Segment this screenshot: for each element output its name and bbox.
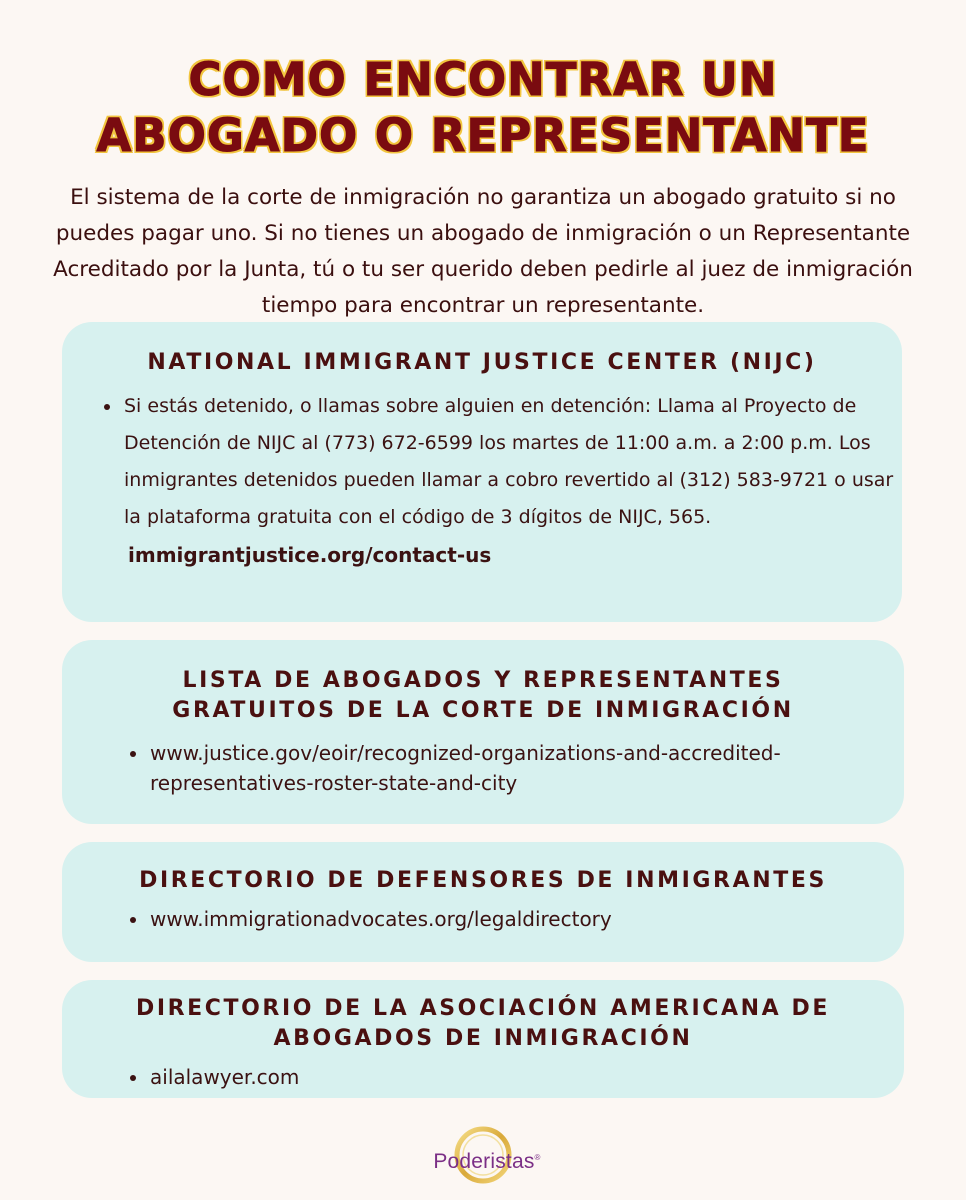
bullet-list (150, 738, 870, 798)
card-heading-line: DIRECTORIO DE LA ASOCIACIÓN AMERICANA DE (135, 996, 831, 1021)
intro-paragraph: El sistema de la corte de inmigración no garantiza un abogado gratuito si no puedes pagar uno. Si no tienes un abogado de inmigración o un Representante Acreditado por la Junta, tú o tu ser querido deben pedirle al juez de inmigración tiempo para encontrar un representante. (53, 185, 913, 318)
card-heading-line: DIRECTORIO DE DEFENSORES DE INMIGRANTES (139, 868, 827, 893)
card-heading-line: LISTA DE ABOGADOS Y REPRESENTANTES (182, 668, 784, 693)
card-heading (62, 348, 902, 378)
list-item: Si estás detenido, o llamas sobre alguien en detención: Llama al Proyecto de Detención de NIJC al (773) 672-6599 los martes de 11:00 a.m. a 2:00 p.m. Los inmigrantes detenidos pueden llamar a cobro revertido al (312) 583-9721 o usar la plataforma gratuita con el código de 3 dígitos de NIJC, 565. (124, 388, 894, 536)
card-heading-line: NATIONAL IMMIGRANT JUSTICE CENTER (NIJC) (147, 350, 817, 375)
card-advocates-directory (62, 842, 904, 962)
logo-text (422, 1150, 552, 1174)
card-heading (62, 994, 904, 1054)
card-nijc (62, 322, 902, 622)
card-aila-directory (62, 980, 904, 1098)
justice-gov-link[interactable]: www.justice.gov/eoir/recognized-organizations-and-accredited-representatives-roster-state-and-city (150, 738, 870, 798)
logo-name: Poderistas (433, 1150, 535, 1173)
card-heading (62, 666, 904, 726)
page-title-line-2: ABOGADO O REPRESENTANTE (96, 109, 870, 162)
bullet-list (150, 1062, 870, 1092)
aila-lawyer-link[interactable]: ailalawyer.com (150, 1062, 870, 1092)
page-title-line-1: COMO ENCONTRAR UN (188, 53, 778, 106)
bullet-list (124, 388, 894, 536)
page-title (0, 52, 966, 164)
card-court-roster (62, 640, 904, 824)
card-heading (62, 866, 904, 896)
card-heading-line: ABOGADOS DE INMIGRACIÓN (273, 1026, 693, 1051)
card-heading-line: GRATUITOS DE LA CORTE DE INMIGRACIÓN (172, 698, 794, 723)
registered-mark: ® (534, 1153, 541, 1162)
immigration-advocates-link[interactable]: www.immigrationadvocates.org/legaldirectory (150, 904, 870, 934)
nijc-contact-link[interactable]: immigrantjustice.org/contact-us (128, 543, 492, 567)
bullet-list (150, 904, 870, 934)
poderistas-logo (410, 1124, 556, 1190)
